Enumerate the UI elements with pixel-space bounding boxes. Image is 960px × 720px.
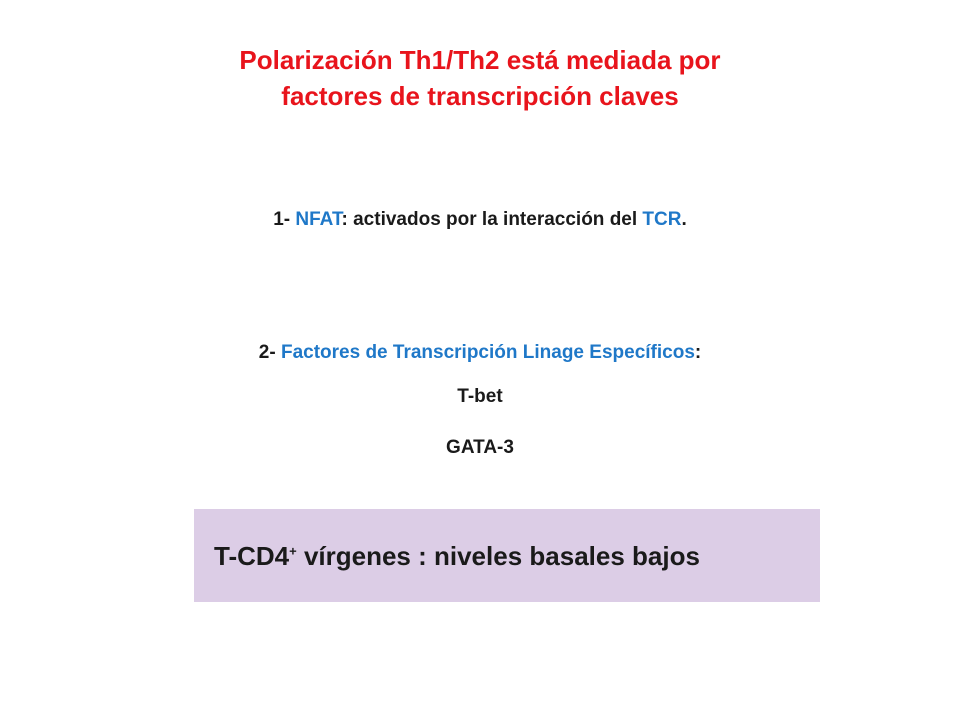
item-1-term-nfat: NFAT — [295, 209, 342, 230]
box-text-rest: vírgenes : niveles basales bajos — [296, 540, 700, 571]
slide-title — [0, 42, 960, 114]
factor-gata3: GATA-3 — [446, 437, 514, 458]
item-1 — [0, 207, 960, 233]
item-2-term: Factores de Transcripción Linage Específicos — [280, 342, 695, 363]
item-2-prefix: 2- — [258, 342, 281, 363]
highlight-box — [194, 509, 820, 602]
title-line-2: factores de transcripción claves — [281, 81, 679, 111]
item-1-middle: : activados por la interacción del — [341, 209, 643, 230]
item-1-suffix: . — [681, 209, 687, 230]
factor-tbet: T-bet — [457, 386, 503, 407]
item-1-prefix: 1- — [273, 209, 296, 230]
box-text-superscript: + — [289, 542, 297, 558]
box-text-cd4: T-CD4 — [214, 540, 290, 571]
title-line-1: Polarización Th1/Th2 está mediada por — [239, 45, 721, 75]
box-text — [214, 540, 700, 572]
item-2 — [0, 340, 960, 366]
item-2-suffix: : — [694, 342, 702, 363]
item-1-term-tcr: TCR — [642, 209, 682, 230]
